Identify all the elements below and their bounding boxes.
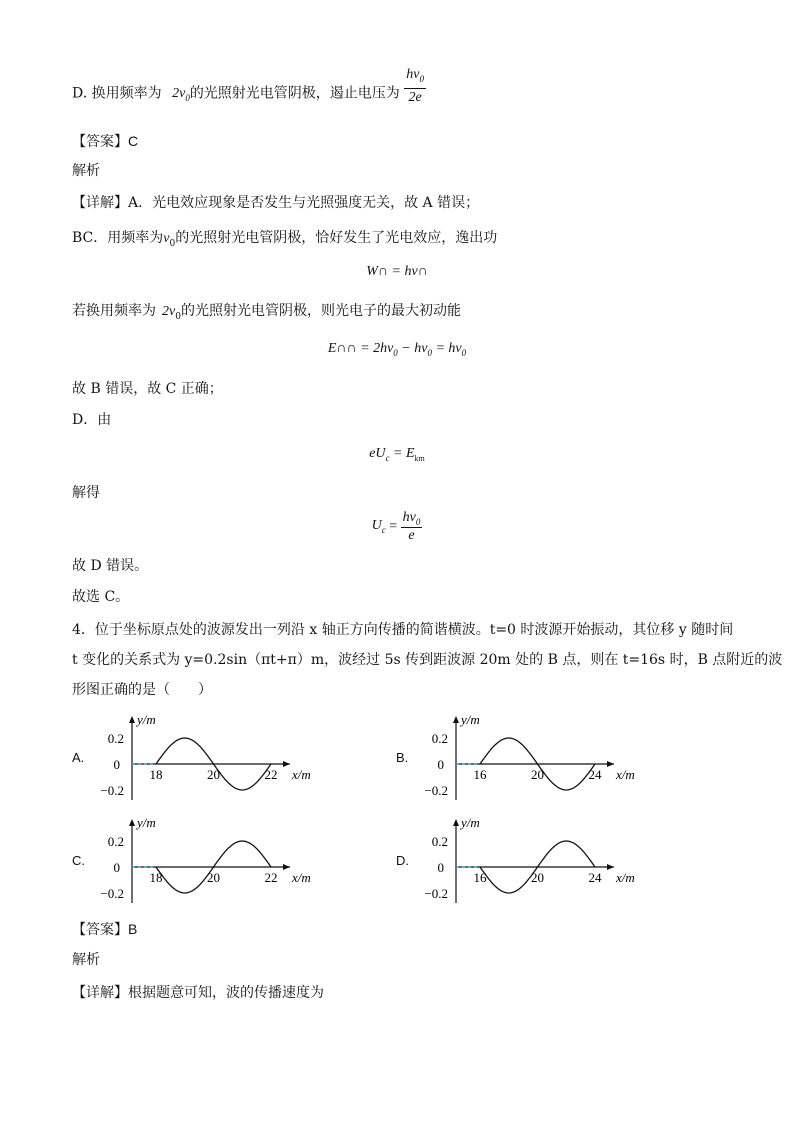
answer-4: 【答案】B — [72, 921, 138, 938]
question-4-line3: 形图正确的是（ ） — [72, 682, 212, 698]
x-tick-label: 24 — [588, 767, 602, 782]
detail-3-line1: 【详解】A．光电效应现象是否发生与光照强度无关，故 A 错误； — [72, 195, 480, 211]
analysis-4-label: 解析 — [72, 952, 100, 968]
y-axis-arrow — [453, 716, 459, 723]
analysis-3-label: 解析 — [72, 163, 100, 179]
graph-option-d — [414, 815, 654, 907]
option-a-label: A. — [72, 750, 85, 765]
equation-work-function: W∩ = hν∩ — [366, 264, 428, 279]
x-tick-label: 22 — [264, 870, 278, 885]
answer-3: 【答案】C — [72, 133, 139, 150]
option-d-fraction: $\frac{h\nu_0}{2e}$ — [406, 67, 424, 105]
question-4-line1: 4．位于坐标原点处的波源发出一列沿 x 轴正方向传播的简谐横波。t=0 时波源开始振动，其位移 y 随时间 — [72, 622, 734, 638]
x-tick-label: 20 — [531, 767, 544, 782]
y-tick-bottom: −0.2 — [100, 783, 124, 798]
detail-4-line1: 【详解】根据题意可知，波的传播速度为 — [72, 985, 324, 1001]
y-tick-zero: 0 — [437, 860, 444, 875]
x-axis-label: x/m — [292, 870, 311, 885]
option-c-label: C. — [72, 853, 85, 868]
y-tick-top: 0.2 — [107, 731, 124, 746]
y-tick-bottom: −0.2 — [424, 886, 448, 901]
option-b-label: B. — [396, 750, 409, 765]
detail-3-line3: 若换用频率为 $2\nu_0$的光照射光电管阴极，则光电子的最大初动能 — [72, 303, 461, 322]
y-axis-label: y/m — [137, 815, 156, 830]
graph-option-c — [90, 815, 330, 907]
equation-solution: $U_c$ = $\frac{h\nu_0}{e}$ — [371, 510, 421, 543]
y-tick-top: 0.2 — [107, 834, 124, 849]
x-axis-arrow — [283, 761, 290, 767]
option-d-line — [72, 67, 426, 107]
y-tick-top: 0.2 — [431, 834, 448, 849]
equation-kinetic-energy: E∩∩ = $2h\nu_0 - h\nu_0 = h\nu_0$ — [327, 341, 467, 358]
y-tick-top: 0.2 — [431, 731, 448, 746]
detail-3-line7: 故 D 错误。 — [72, 558, 149, 574]
y-axis-arrow — [453, 819, 459, 826]
y-axis-label: y/m — [461, 815, 480, 830]
x-tick-label: 16 — [473, 870, 487, 885]
x-axis-arrow — [607, 761, 614, 767]
option-d-label: D. — [396, 853, 409, 868]
option-d-prefix: D. 换用频率为 — [72, 85, 162, 102]
question-4-line2: t 变化的关系式为 y=0.2sin（πt+π）m，波经过 5s 传到距波源 20m 处的 B 点，则在 t=16s 时，B 点附近的波 — [72, 652, 783, 668]
x-tick-label: 22 — [264, 767, 278, 782]
y-axis-arrow — [129, 716, 135, 723]
x-tick-label: 18 — [149, 767, 163, 782]
x-tick-label: 20 — [207, 767, 220, 782]
graph-option-b — [414, 712, 654, 804]
detail-3-line5: D．由 — [72, 412, 112, 428]
option-d-freq: $2\nu_0$ — [172, 86, 190, 104]
x-axis-label: x/m — [292, 767, 311, 782]
equation-stopping-voltage: $eU_c = E_{km}$ — [369, 446, 425, 463]
detail-3-line8: 故选 C。 — [72, 589, 130, 605]
x-axis-label: x/m — [616, 767, 635, 782]
x-tick-label: 24 — [588, 870, 602, 885]
x-tick-label: 16 — [473, 767, 487, 782]
y-tick-bottom: −0.2 — [424, 783, 448, 798]
detail-3-line4: 故 B 错误，故 C 正确； — [72, 381, 223, 397]
y-axis-label: y/m — [461, 712, 480, 727]
option-d-middle: 的光照射光电管阴极，遏止电压为 — [189, 85, 400, 102]
graph-option-a — [90, 712, 330, 804]
x-tick-label: 20 — [531, 870, 544, 885]
x-axis-arrow — [283, 864, 290, 870]
detail-3-line6: 解得 — [72, 485, 100, 501]
y-axis-label: y/m — [137, 712, 156, 727]
y-axis-arrow — [129, 819, 135, 826]
y-tick-zero: 0 — [437, 757, 444, 772]
x-axis-label: x/m — [616, 870, 635, 885]
y-tick-zero: 0 — [113, 757, 120, 772]
detail-3-line2: BC．用频率为$\nu_0$的光照射光电管阴极，恰好发生了光电效应，逸出功 — [72, 230, 498, 249]
x-axis-arrow — [607, 864, 614, 870]
y-tick-zero: 0 — [113, 860, 120, 875]
y-tick-bottom: −0.2 — [100, 886, 124, 901]
x-tick-label: 18 — [149, 870, 163, 885]
x-tick-label: 20 — [207, 870, 220, 885]
